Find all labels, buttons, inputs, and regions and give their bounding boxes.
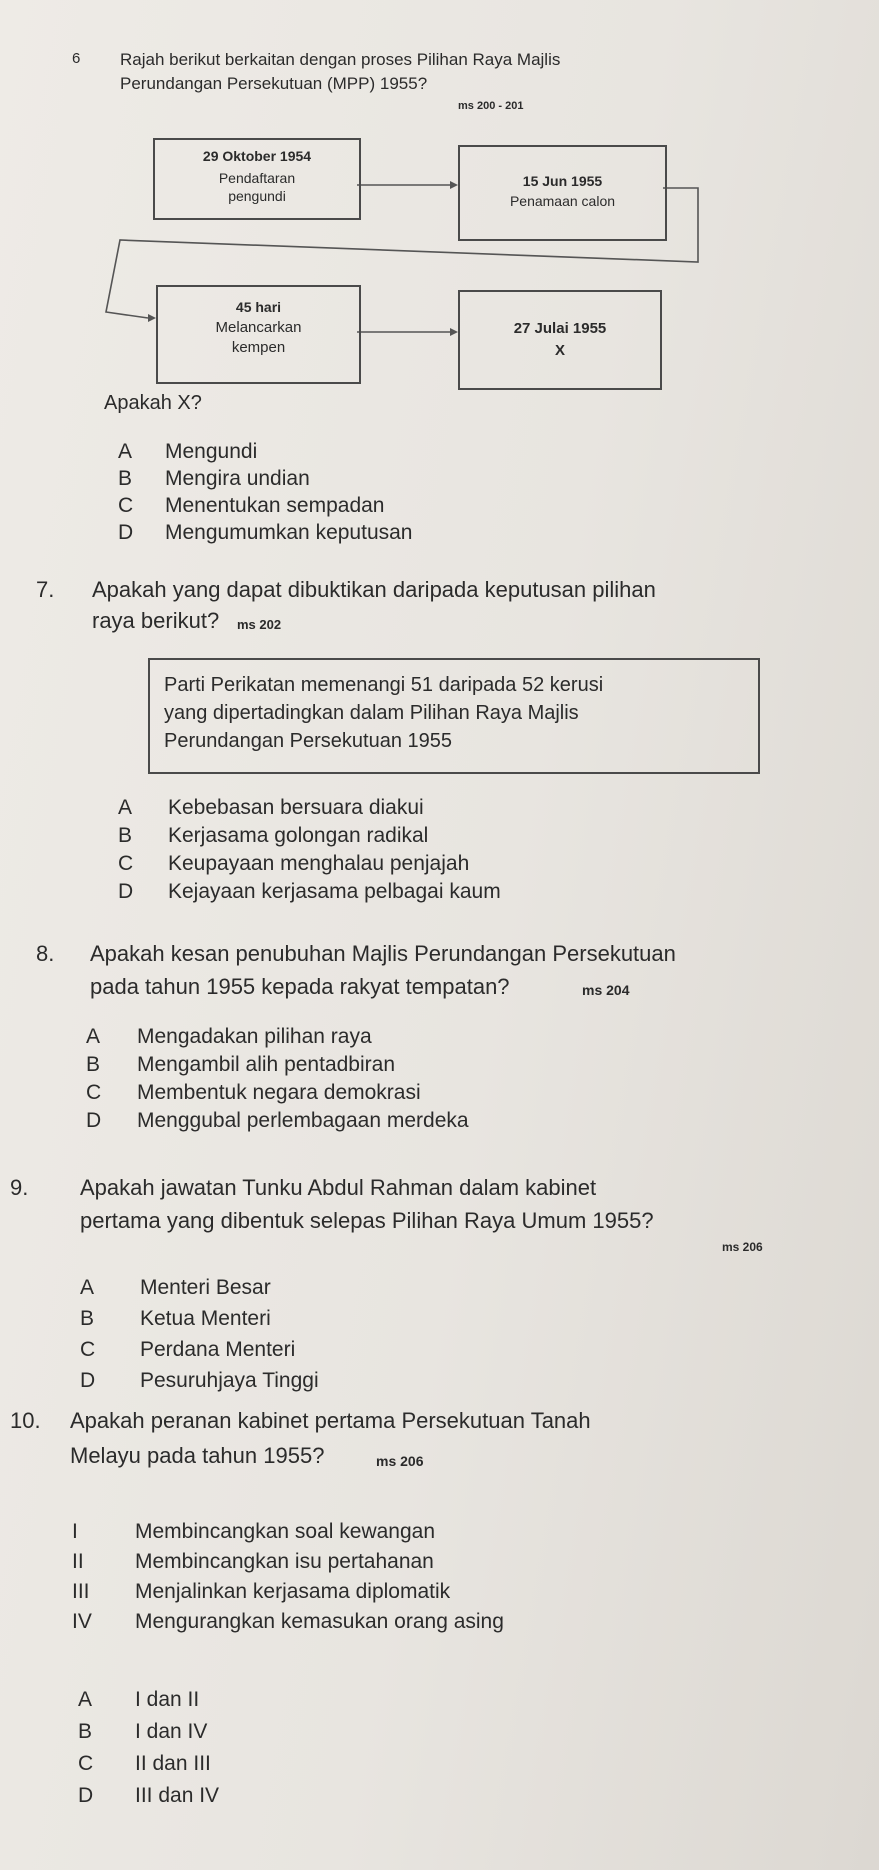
q10-statement-iii-numeral: III: [72, 1580, 90, 1603]
flow-box-x-label: X: [554, 342, 565, 359]
q10-statement-iv-text: Mengurangkan kemasukan orang asing: [135, 1610, 504, 1633]
q9-option-c-letter: C: [80, 1338, 96, 1361]
q7-option-d-letter: D: [118, 880, 134, 903]
q10-statement-iii-text: Menjalinkan kerjasama diplomatik: [135, 1580, 451, 1603]
q7-option-c-text: Keupayaan menghalau penjajah: [168, 852, 470, 875]
q10-stem-line1: Apakah peranan kabinet pertama Persekutuan Tanah: [70, 1408, 591, 1433]
flow-box-campaign: [156, 285, 361, 384]
q6-option-c-text: Menentukan sempadan: [165, 494, 385, 517]
q6-ms-ref: ms 200 - 201: [458, 100, 524, 112]
q10-statement-iv-numeral: IV: [72, 1610, 92, 1633]
q9-option-c-text: Perdana Menteri: [140, 1338, 296, 1361]
q7-option-d-text: Kejayaan kerjasama pelbagai kaum: [168, 880, 501, 903]
flow-box-registration-line1: Pendaftaran: [218, 170, 296, 186]
q9-stem-line2: pertama yang dibentuk selepas Pilihan Raya Umum 1955?: [80, 1208, 654, 1233]
q7-stem-line1: Apakah yang dapat dibuktikan daripada keputusan pilihan: [92, 577, 656, 602]
q6-option-b-letter: B: [118, 467, 133, 490]
q6-option-b-text: Mengira undian: [165, 467, 310, 490]
q7-option-b-letter: B: [118, 824, 133, 847]
flow-box-campaign-line2: kempen: [231, 339, 286, 356]
flow-box-campaign-line1: Melancarkan: [215, 319, 302, 336]
q9-ms-ref: ms 206: [722, 1240, 763, 1254]
q8-option-d-text: Menggubal perlembagaan merdeka: [137, 1109, 469, 1132]
q8-option-b-text: Mengambil alih pentadbiran: [137, 1053, 395, 1076]
flow-box-registration-date: 29 Oktober 1954: [202, 148, 312, 164]
q7-stem-line2: raya berikut?: [92, 608, 220, 633]
q10-option-b-text: I dan IV: [135, 1720, 208, 1743]
q9-option-b-text: Ketua Menteri: [140, 1307, 271, 1330]
q9-option-b-letter: B: [80, 1307, 95, 1330]
q7-option-c-letter: C: [118, 852, 134, 875]
q10-option-a-letter: A: [78, 1688, 93, 1711]
q7-number: 7.: [36, 577, 55, 602]
q10-statement-ii-numeral: II: [72, 1550, 84, 1573]
q6-stem-line1: Rajah berikut berkaitan dengan proses Pilihan Raya Majlis: [120, 50, 561, 69]
flow-box-nomination: [458, 145, 667, 241]
q7-option-a-letter: A: [118, 796, 133, 819]
q6-option-c-letter: C: [118, 494, 134, 517]
q10-statement-i-numeral: I: [72, 1520, 78, 1543]
flow-box-nomination-line1: Penamaan calon: [509, 193, 616, 209]
q10-statement-ii-text: Membincangkan isu pertahanan: [135, 1550, 434, 1573]
q10-statement-i-text: Membincangkan soal kewangan: [135, 1520, 436, 1543]
q9-option-a-letter: A: [80, 1276, 95, 1299]
q6-stem-line2: Perundangan Persekutuan (MPP) 1955?: [120, 74, 428, 93]
q6-option-a-text: Mengundi: [165, 440, 258, 463]
q10-stem-line2: Melayu pada tahun 1955?: [70, 1443, 325, 1468]
q9-number: 9.: [10, 1175, 29, 1200]
q9-option-d-text: Pesuruhjaya Tinggi: [140, 1369, 319, 1392]
q8-option-c-text: Membentuk negara demokrasi: [137, 1081, 421, 1104]
q8-option-a-text: Mengadakan pilihan raya: [137, 1025, 372, 1048]
q6-option-d-letter: D: [118, 521, 134, 544]
q10-option-b-letter: B: [78, 1720, 93, 1743]
q10-option-d-letter: D: [78, 1784, 94, 1807]
flow-box-registration: [153, 138, 361, 220]
q8-stem-line2: pada tahun 1955 kepada rakyat tempatan?: [90, 974, 510, 999]
q7-info-line1: Parti Perikatan memenangi 51 daripada 52 kerusi: [164, 674, 604, 696]
q6-question: Apakah X?: [104, 392, 202, 414]
q6-flow-connectors: [0, 0, 879, 400]
q8-option-d-letter: D: [86, 1109, 102, 1132]
flow-box-nomination-date: 15 Jun 1955: [522, 173, 603, 189]
q10-option-c-letter: C: [78, 1752, 94, 1775]
q7-info-line2: yang dipertadingkan dalam Pilihan Raya Majlis: [164, 702, 579, 724]
q9-stem-line1: Apakah jawatan Tunku Abdul Rahman dalam kabinet: [80, 1175, 597, 1200]
q6-number: 6: [72, 50, 81, 67]
flow-box-x: [458, 290, 662, 390]
q8-option-b-letter: B: [86, 1053, 101, 1076]
q7-info-box: [148, 658, 760, 774]
q8-ms-ref: ms 204: [582, 982, 630, 998]
q7-option-a-text: Kebebasan bersuara diakui: [168, 796, 424, 819]
flow-box-campaign-duration: 45 hari: [235, 299, 282, 315]
q7-ms-ref: ms 202: [237, 617, 282, 632]
q8-number: 8.: [36, 941, 55, 966]
q8-stem-line1: Apakah kesan penubuhan Majlis Perundangan Persekutuan: [90, 941, 676, 966]
q8-option-a-letter: A: [86, 1025, 101, 1048]
q6-option-a-letter: A: [118, 440, 133, 463]
flow-box-x-date: 27 Julai 1955: [513, 320, 607, 337]
flow-box-registration-line2: pengundi: [228, 188, 286, 204]
q6-option-d-text: Mengumumkan keputusan: [165, 521, 413, 544]
q10-ms-ref: ms 206: [376, 1453, 424, 1469]
q9-option-d-letter: D: [80, 1369, 96, 1392]
q8-option-c-letter: C: [86, 1081, 102, 1104]
q10-option-d-text: III dan IV: [135, 1784, 220, 1807]
q7-info-line3: Perundangan Persekutuan 1955: [164, 730, 453, 752]
q10-option-c-text: II dan III: [135, 1752, 211, 1775]
q10-number: 10.: [10, 1408, 41, 1433]
q7-option-b-text: Kerjasama golongan radikal: [168, 824, 429, 847]
q10-option-a-text: I dan II: [135, 1688, 200, 1711]
q9-option-a-text: Menteri Besar: [140, 1276, 271, 1299]
